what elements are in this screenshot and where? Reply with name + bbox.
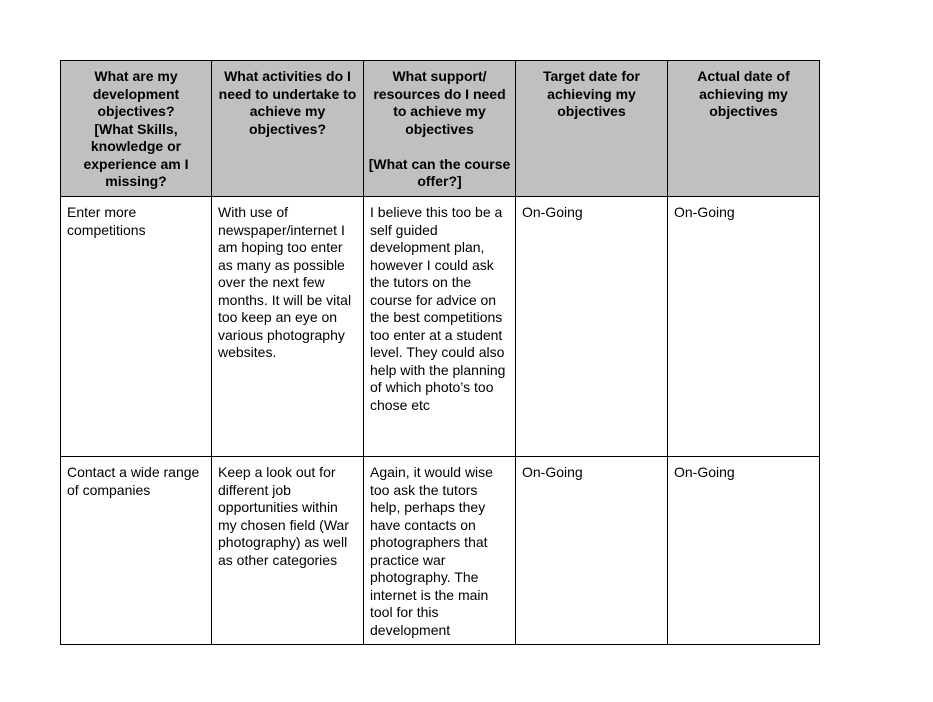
cell-target-date: On-Going: [516, 457, 668, 645]
cell-activities: With use of newspaper/internet I am hoping too enter as many as possible over the next few months. It will be vital too keep an eye on various photography websites.: [212, 197, 364, 457]
header-support-extra: [What can the course offer?]: [368, 155, 511, 189]
header-objectives-line-1: What are my development objectives?: [92, 68, 180, 119]
cell-actual-date: On-Going: [668, 457, 820, 645]
header-row: [61, 61, 820, 197]
cell-support: I believe this too be a self guided development plan, however I could ask the tutors on the course for advice on the best competitions too enter at a student level. They could also help with the planning of which photo’s too chose etc: [364, 197, 516, 457]
header-activities: [212, 61, 364, 197]
header-target-date: [516, 61, 668, 197]
header-support-gap: [368, 138, 511, 156]
header-actual-date: [668, 61, 820, 197]
cell-objective: Enter more competitions: [61, 197, 212, 457]
cell-support: Again, it would wise too ask the tutors help, perhaps they have contacts on photographers that practice war photography. The internet is the main tool for this development: [364, 457, 516, 645]
header-support: [364, 61, 516, 197]
table-row: [61, 197, 820, 457]
header-support-text: What support/ resources do I need to achieve my objectives: [373, 68, 506, 137]
cell-objective: Contact a wide range of companies: [61, 457, 212, 645]
header-target-date-text: Target date for achieving my objectives: [543, 68, 640, 119]
table-row: [61, 457, 820, 645]
cell-target-date: On-Going: [516, 197, 668, 457]
cell-actual-date: On-Going: [668, 197, 820, 457]
header-objectives: [61, 61, 212, 197]
header-objectives-line-2: [What Skills, knowledge or experience am I missing?: [83, 120, 189, 189]
development-plan-table: [60, 60, 820, 645]
cell-activities: Keep a look out for different job opportunities within my chosen field (War photography) as well as other categories: [212, 457, 364, 645]
header-activities-text: What activities do I need to undertake to achieve my objectives?: [218, 68, 357, 137]
header-actual-date-text: Actual date of achieving my objectives: [697, 68, 790, 119]
